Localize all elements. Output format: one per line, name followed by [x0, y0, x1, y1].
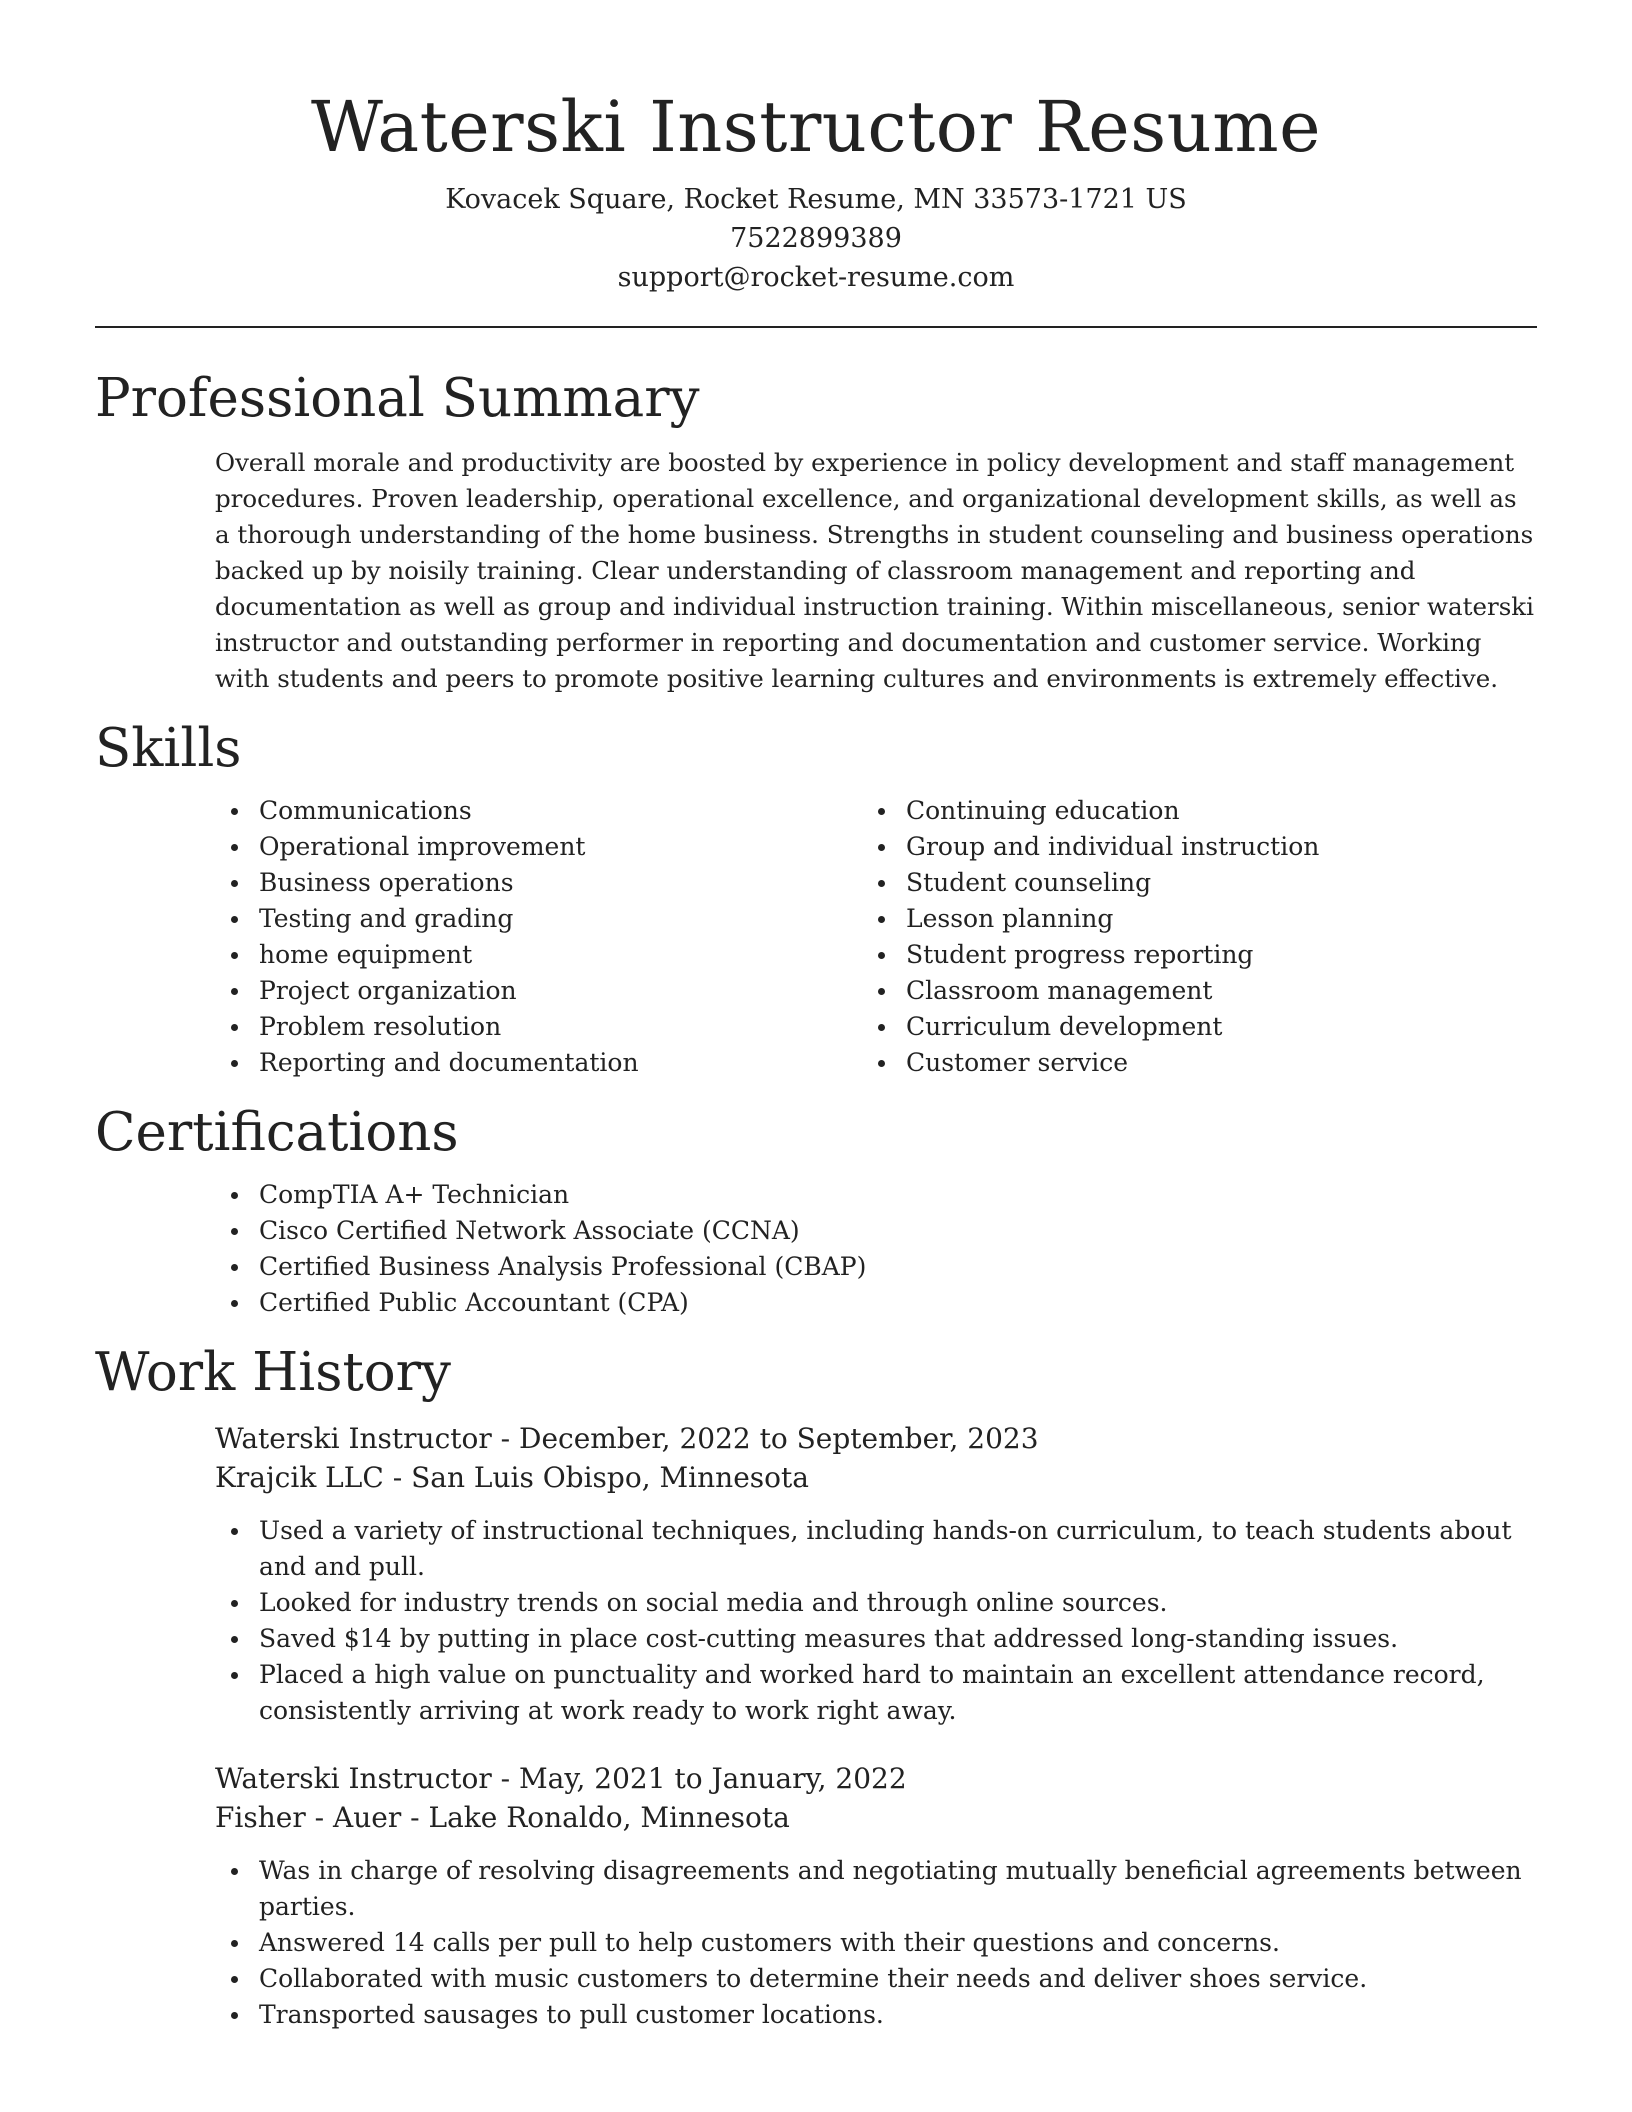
job-entry — [215, 1759, 1537, 2033]
skill-item: Curriculum development — [862, 1009, 1509, 1045]
resume-header — [95, 0, 1537, 328]
job-location: San Luis Obispo, Minnesota — [411, 1461, 809, 1494]
certification-item: Certified Public Accountant (CPA) — [215, 1285, 1537, 1321]
job-bullet: Transported sausages to pull customer locations. — [215, 1997, 1537, 2033]
email: support@rocket-resume.com — [617, 262, 1015, 293]
summary-heading: Professional Summary — [95, 368, 700, 429]
skills-list-right — [862, 793, 1509, 1081]
skills-section — [95, 717, 1537, 1081]
address: Kovacek Square, Rocket Resume, MN 33573-1721 US — [445, 184, 1187, 215]
certifications-list — [215, 1177, 1537, 1321]
job-company-line: Fisher - Auer - Lake Ronaldo, Minnesota — [215, 1801, 790, 1834]
skill-item: Operational improvement — [215, 829, 862, 865]
job-location: Lake Ronaldo, Minnesota — [428, 1801, 790, 1834]
skill-item: Student counseling — [862, 865, 1509, 901]
job-bullet: Answered 14 calls per pull to help customers with their questions and concerns. — [215, 1925, 1537, 1961]
job-dates: December, 2022 to September, 2023 — [519, 1422, 1039, 1455]
header-divider — [95, 326, 1537, 328]
skill-item: Testing and grading — [215, 901, 862, 937]
skill-item: Student progress reporting — [862, 937, 1509, 973]
job-bullet: Looked for industry trends on social media and through online sources. — [215, 1585, 1537, 1621]
job-bullet: Collaborated with music customers to determine their needs and deliver shoes service. — [215, 1961, 1537, 1997]
job-company: Fisher - Auer — [215, 1801, 402, 1834]
job-bullet-list — [95, 1513, 1537, 1729]
certifications-heading: Certifications — [95, 1102, 459, 1163]
skill-item: Project organization — [215, 973, 862, 1009]
job-role: Waterski Instructor — [215, 1762, 492, 1795]
skills-heading: Skills — [95, 718, 242, 779]
job-company-line: Krajcik LLC - San Luis Obispo, Minnesota — [215, 1461, 809, 1494]
job-role: Waterski Instructor — [215, 1422, 492, 1455]
job-entry — [215, 1419, 1537, 1729]
certification-item: CompTIA A+ Technician — [215, 1177, 1537, 1213]
work-history-heading: Work History — [95, 1342, 451, 1403]
skill-item: Classroom management — [862, 973, 1509, 1009]
skill-item: Customer service — [862, 1045, 1509, 1081]
work-history-section — [95, 1341, 1537, 2033]
job-bullet-list — [95, 1853, 1537, 2033]
skill-item: Reporting and documentation — [215, 1045, 862, 1081]
contact-block — [95, 180, 1537, 297]
summary-section — [95, 367, 1537, 697]
skill-item: Lesson planning — [862, 901, 1509, 937]
skill-item: Problem resolution — [215, 1009, 862, 1045]
skill-item: home equipment — [215, 937, 862, 973]
phone: 7522899389 — [730, 223, 902, 254]
skills-list-left — [215, 793, 862, 1081]
resume-title: Waterski Instructor Resume — [310, 86, 1322, 168]
job-dates: May, 2021 to January, 2022 — [519, 1762, 907, 1795]
skill-item: Group and individual instruction — [862, 829, 1509, 865]
summary-text: Overall morale and productivity are boosted by experience in policy development and staff management procedures. Proven leadership, operational excellence, and organizational development skills, as well as a thorough understanding of the home business. Strengths in student counseling and business operations backed up by noisily training. Clear understanding of classroom management and reporting and documentation as well as group and individual instruction training. Within miscellaneous, senior waterski instructor and outstanding performer in reporting and documentation and customer service. Working with students and peers to promote positive learning cultures and environments is extremely effective. — [215, 448, 1534, 693]
skills-columns — [215, 793, 1537, 1081]
skill-item: Communications — [215, 793, 862, 829]
job-bullet: Used a variety of instructional techniques, including hands-on curriculum, to teach students about and and pull. — [215, 1513, 1537, 1585]
skill-item: Continuing education — [862, 793, 1509, 829]
skill-item: Business operations — [215, 865, 862, 901]
job-bullet: Saved $14 by putting in place cost-cutting measures that addressed long-standing issues. — [215, 1621, 1537, 1657]
certification-item: Certified Business Analysis Professional (CBAP) — [215, 1249, 1537, 1285]
job-bullet: Was in charge of resolving disagreements and negotiating mutually beneficial agreements between parties. — [215, 1853, 1537, 1925]
certifications-section — [95, 1101, 1537, 1321]
job-role-line: Waterski Instructor - May, 2021 to January, 2022 — [215, 1762, 907, 1795]
job-bullet: Placed a high value on punctuality and worked hard to maintain an excellent attendance record, consistently arriving at work ready to work right away. — [215, 1657, 1537, 1729]
certification-item: Cisco Certified Network Associate (CCNA) — [215, 1213, 1537, 1249]
job-role-line: Waterski Instructor - December, 2022 to September, 2023 — [215, 1422, 1039, 1455]
job-company: Krajcik LLC — [215, 1461, 384, 1494]
